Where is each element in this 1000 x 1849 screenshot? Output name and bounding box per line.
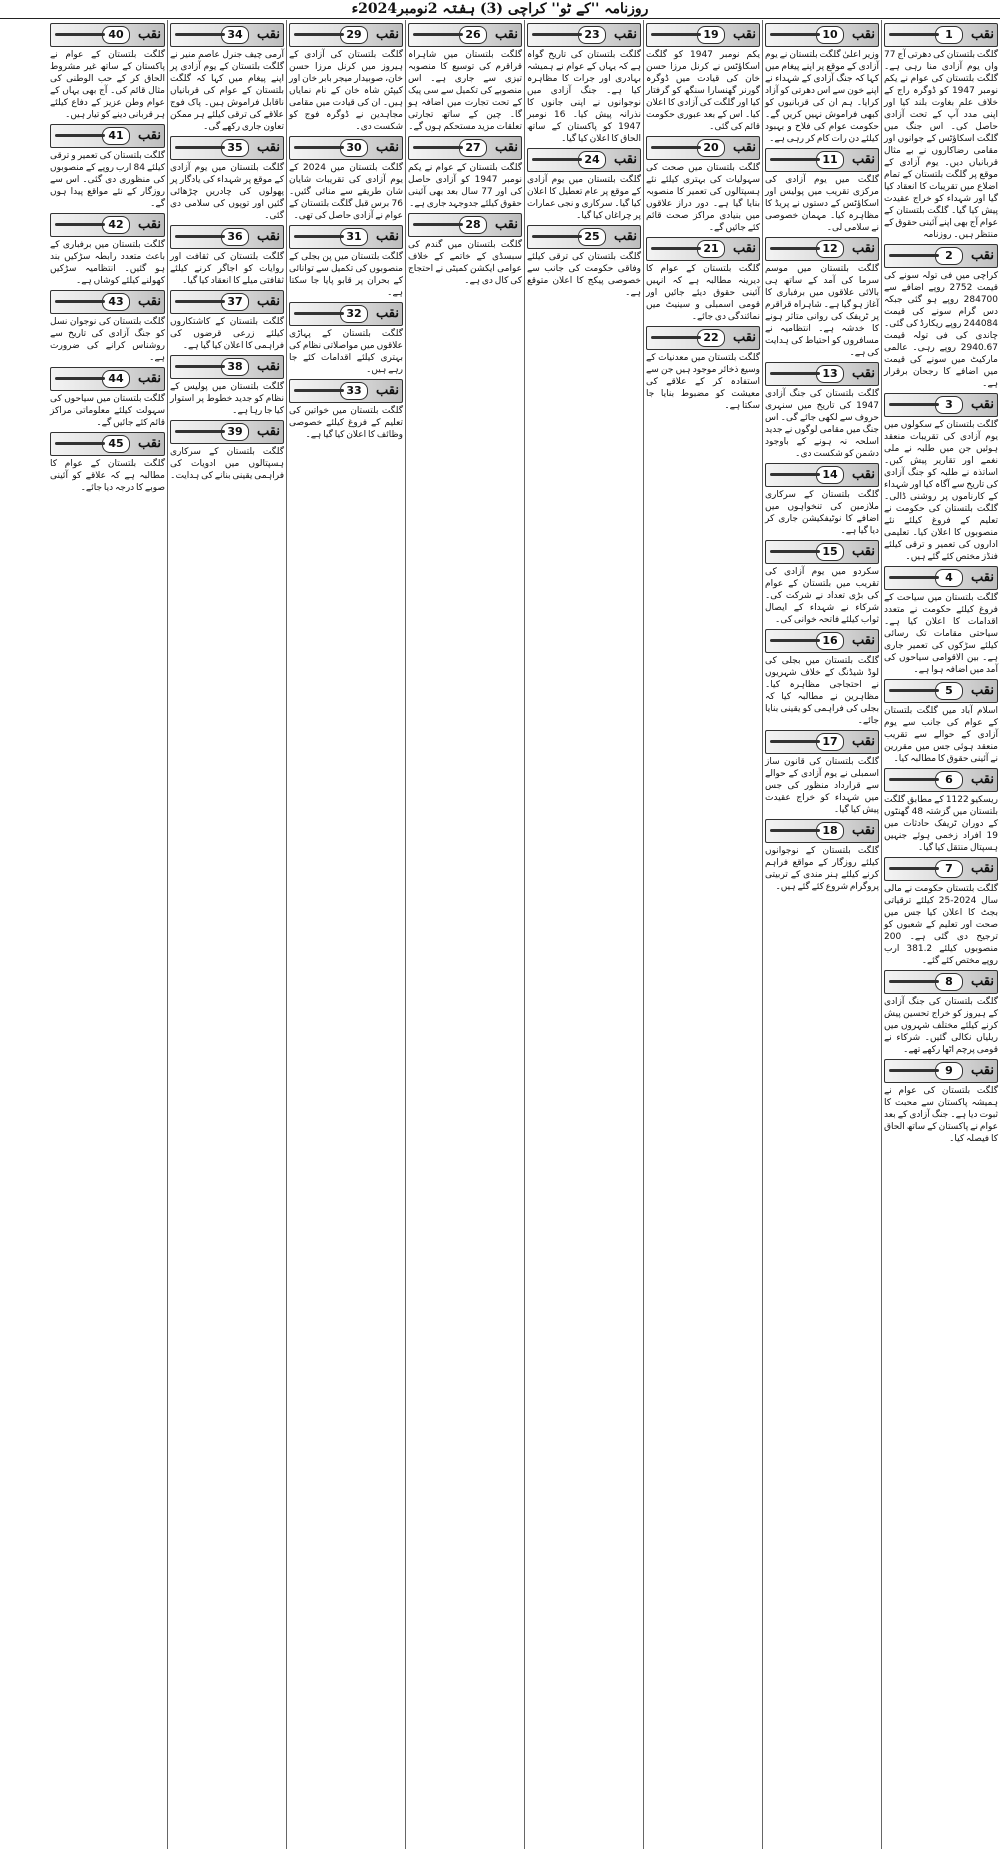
item-number-badge: 21: [697, 240, 725, 258]
banner-word: نقب: [971, 248, 994, 263]
item-text: گلگت بلتستان میں معدنیات کے وسیع ذخائر موجود ہیں جن سے استفادہ کر کے علاقے کی معیشت کو مضبوط بنایا جا سکتا ہے۔: [646, 353, 760, 411]
banner-word: نقب: [852, 734, 875, 749]
item-text: گلگت بلتستان میں بجلی کی لوڈ شیڈنگ کے خلاف شہریوں نے احتجاجی مظاہرہ کیا۔ مظاہرین نے مطالبہ کیا کہ بجلی کی فراہمی کو یقینی بنایا جائے۔: [765, 656, 879, 726]
banner-word: نقب: [852, 544, 875, 559]
banner-swoosh-icon: [770, 33, 820, 36]
item-number-badge: 18: [816, 822, 844, 840]
item-text: یکم نومبر 1947 کو گلگت اسکاؤٹس نے کرنل مرزا حسن خان کی قیادت میں ڈوگرہ گورنر گھنسارا سنگھ کو گرفتار کیا اور گلگت کی آزادی کا اعلان کیا۔ اس کے بعد عبوری حکومت قائم کی گئی۔: [646, 50, 761, 132]
banner-swoosh-icon: [651, 336, 701, 339]
item-number-badge: 24: [578, 151, 606, 169]
news-item: [884, 768, 998, 854]
item-text: گلگت بلتستان میں سیاحوں کی سہولت کیلئے معلوماتی مراکز قائم کئے جائیں گے۔: [50, 394, 165, 428]
banner-swoosh-icon: [55, 300, 105, 303]
item-text: گلگت بلتستان میں خواتین کی تعلیم کے فروغ کیلئے خصوصی وظائف کا اعلان کیا گیا ہے۔: [289, 406, 403, 440]
item-banner: [527, 148, 641, 172]
banner-swoosh-icon: [413, 223, 463, 226]
banner-swoosh-icon: [175, 365, 225, 368]
news-item: [646, 23, 760, 133]
item-banner: [884, 970, 998, 994]
item-text: گلگت بلتستان کی قانون ساز اسمبلی نے یوم آزادی کے حوالے سے قرارداد منظور کی جس میں شہداء کو خراج عقیدت پیش کیا گیا۔: [765, 757, 879, 815]
item-text: گلگت بلتستان کی جنگ آزادی 1947 کی تاریخ میں سنہری حروف سے لکھی جائے گی۔ اس جنگ میں مقامی لوگوں نے جدید اسلحہ نہ ہونے کے باوجود دشمن کو شکست دی۔: [765, 389, 879, 459]
item-text: گلگت بلتستان کے عوام نے پاکستان کے ساتھ غیر مشروط الحاق کر کے حب الوطنی کی مثال قائم کی۔ آج بھی یہاں کے عوام وطن عزیز کے دفاع کیلئے ہر قربانی دینے کو تیار ہیں۔: [50, 50, 165, 120]
banner-word: نقب: [852, 27, 875, 42]
item-number-badge: 23: [578, 26, 606, 44]
banner-swoosh-icon: [889, 689, 939, 692]
banner-word: نقب: [971, 974, 994, 989]
item-banner: [408, 136, 522, 160]
news-item: [50, 432, 165, 494]
banner-swoosh-icon: [770, 158, 820, 161]
news-item: [170, 290, 284, 352]
banner-swoosh-icon: [175, 235, 225, 238]
item-text: گلگت بلتستان کی دھرتی آج 77 واں یوم آزادی منا رہی ہے۔ گلگت بلتستان کی عوام نے یکم نومبر 1947 کو ڈوگرہ راج کے خلاف علم بغاوت بلند کیا اور اپنی مدد آپ کے تحت آزادی حاصل کی۔ اس جنگ میں گلگت اسکاؤٹس کے جوانوں اور مقامی رضاکاروں نے بے مثال قربانیاں دیں۔ یوم آزادی کے موقع پر گلگت بلتستان کے تمام اضلاع میں تقریبات کا انعقاد کیا گیا اور شہداء کو خراج عقیدت پیش کیا گیا۔ گلگت بلتستان کے عوام آج بھی اپنے آئینی حقوق کے منتظر ہیں۔ روزنامہ: [884, 50, 998, 240]
item-number-badge: 43: [102, 293, 130, 311]
item-banner: [765, 362, 879, 386]
item-text: سکردو میں یوم آزادی کی تقریب میں بلتستان کے عوام کی بڑی تعداد نے شرکت کی۔ شرکاء نے شہداء کے ایصال ثواب کیلئے فاتحہ خوانی کی۔: [765, 567, 879, 625]
item-number-badge: 4: [935, 569, 963, 587]
banner-word: نقب: [971, 1063, 994, 1078]
item-text: گلگت بلتستان کے کاشتکاروں کیلئے زرعی قرضوں کی فراہمی کا اعلان کیا گیا ہے۔: [170, 317, 284, 351]
banner-word: نقب: [852, 241, 875, 256]
banner-word: نقب: [733, 241, 756, 256]
banner-word: نقب: [971, 683, 994, 698]
item-number-badge: 41: [102, 127, 130, 145]
item-number-badge: 6: [935, 771, 963, 789]
item-text: گلگت بلتستان کے پہاڑی علاقوں میں مواصلاتی نظام کی بہتری کیلئے اقدامات کئے جا رہے ہیں۔: [289, 329, 403, 375]
item-banner: [765, 540, 879, 564]
item-number-badge: 38: [221, 358, 249, 376]
item-number-badge: 9: [935, 1062, 963, 1080]
news-item: [765, 629, 879, 727]
banner-word: نقب: [852, 152, 875, 167]
banner-word: نقب: [733, 330, 756, 345]
item-number-badge: 10: [816, 26, 844, 44]
banner-swoosh-icon: [294, 312, 344, 315]
banner-word: نقب: [138, 217, 161, 232]
news-item: [170, 136, 284, 222]
item-banner: [408, 213, 522, 237]
item-banner: [289, 379, 403, 403]
banner-swoosh-icon: [651, 146, 701, 149]
news-item: [765, 463, 879, 537]
banner-swoosh-icon: [532, 235, 582, 238]
news-column: [643, 20, 762, 1849]
news-item: [765, 23, 879, 145]
item-banner: [170, 290, 284, 314]
banner-swoosh-icon: [889, 254, 939, 257]
item-text: گلگت بلتستان میں پولیس کے نظام کو جدید خطوط پر استوار کیا جا رہا ہے۔: [170, 382, 284, 416]
banner-word: نقب: [971, 397, 994, 412]
item-text: گلگت بلتستان کی تعمیر و ترقی کیلئے 84 ارب روپے کے منصوبوں کی منظوری دی گئی۔ اس سے روزگار کے نئے مواقع پیدا ہوں گے۔: [50, 151, 165, 209]
item-text: گلگت بلتستان میں 2024 کے یوم آزادی کی تقریبات شایان شان طریقے سے منائی گئیں۔ 76 برس قبل گلگت بلتستان کے عوام نے آزادی حاصل کی تھی۔: [289, 163, 404, 221]
item-text: گلگت میں یوم آزادی کی مرکزی تقریب میں پولیس اور اسکاؤٹس کے دستوں نے پریڈ کا مظاہرہ کیا۔ مہمان خصوصی نے سلامی لی۔: [765, 175, 879, 233]
banner-word: نقب: [376, 306, 399, 321]
news-item: [50, 213, 165, 287]
banner-word: نقب: [138, 294, 161, 309]
news-item: [408, 23, 522, 133]
item-banner: [50, 432, 165, 456]
item-text: گلگت بلتستان کے عوام کا مطالبہ ہے کہ علاقے کو آئینی صوبے کا درجہ دیا جائے۔: [50, 459, 165, 493]
news-item: [289, 225, 403, 299]
banner-swoosh-icon: [770, 473, 820, 476]
item-number-badge: 12: [816, 240, 844, 258]
news-item: [646, 237, 760, 323]
news-item: [170, 355, 284, 417]
banner-word: نقب: [495, 27, 518, 42]
item-number-badge: 39: [221, 423, 249, 441]
item-banner: [765, 463, 879, 487]
item-banner: [50, 213, 165, 237]
item-text: گلگت بلتستان کے سرکاری ہسپتالوں میں ادویات کی فراہمی یقینی بنانے کی ہدایت۔: [170, 447, 284, 481]
item-banner: [765, 819, 879, 843]
banner-swoosh-icon: [55, 134, 105, 137]
banner-swoosh-icon: [889, 778, 939, 781]
banner-word: نقب: [138, 436, 161, 451]
news-item: [527, 225, 641, 299]
item-banner: [884, 244, 998, 268]
banner-swoosh-icon: [55, 377, 105, 380]
item-number-badge: 35: [221, 139, 249, 157]
banner-word: نقب: [971, 27, 994, 42]
news-item: [289, 23, 403, 133]
item-text: گلگت بلتستان کی آزادی کے ہیروز میں کرنل مرزا حسن خان، صوبیدار میجر بابر خان اور کیپٹن شاہ خان کے نام نمایاں ہیں۔ ان کی قیادت میں مقامی مجاہدین نے ڈوگرہ فوج کو شکست دی۔: [289, 50, 403, 132]
item-number-badge: 16: [816, 632, 844, 650]
banner-swoosh-icon: [55, 442, 105, 445]
item-banner: [170, 225, 284, 249]
item-text: گلگت بلتستان کی جنگ آزادی کے ہیروز کو خراج تحسین پیش کرنے کیلئے مختلف شہروں میں ریلیاں نکالی گئیں۔ شرکاء نے قومی پرچم اٹھا رکھے تھے۔: [884, 997, 998, 1055]
item-number-badge: 25: [578, 228, 606, 246]
banner-word: نقب: [733, 140, 756, 155]
banner-word: نقب: [257, 27, 280, 42]
banner-word: نقب: [257, 424, 280, 439]
banner-swoosh-icon: [889, 1069, 939, 1072]
item-text: گلگت بلتستان کی نوجوان نسل کو جنگ آزادی کی تاریخ سے روشناس کرانے کی ضرورت ہے۔: [50, 317, 165, 363]
item-banner: [50, 23, 165, 47]
item-text: گلگت بلتستان حکومت نے مالی سال 2024-25 کیلئے ترقیاتی بجٹ کا اعلان کیا جس میں صحت اور تعلیم کے شعبوں کو ترجیح دی گئی ہے۔ 200 منصوبوں کیلئے 381.2 ارب روپے مختص کئے گئے۔: [884, 884, 998, 966]
item-number-badge: 27: [459, 139, 487, 157]
item-text: کراچی میں فی تولہ سونے کی قیمت 2752 روپے اضافے سے 284700 روپے ہو گئی جبکہ دس گرام سونے کی قیمت 244084 روپے ریکارڈ کی گئی۔ چاندی کی فی تولہ قیمت 2940.67 روپے رہی۔ عالمی مارکیٹ میں سونے کی قیمت میں اضافے کا رجحان برقرار ہے۔: [884, 271, 999, 389]
item-text: گلگت بلتستان کی ثقافت اور روایات کو اجاگر کرنے کیلئے ثقافتی میلے کا انعقاد کیا گیا۔: [170, 252, 284, 286]
news-item: [527, 148, 641, 222]
item-number-badge: 33: [340, 382, 368, 400]
banner-swoosh-icon: [770, 550, 820, 553]
banner-swoosh-icon: [889, 403, 939, 406]
item-banner: [646, 23, 760, 47]
item-number-badge: 30: [340, 139, 368, 157]
news-item: [884, 679, 998, 765]
item-banner: [884, 393, 998, 417]
news-item: [765, 819, 879, 893]
banner-swoosh-icon: [532, 158, 582, 161]
banner-swoosh-icon: [175, 146, 225, 149]
banner-swoosh-icon: [55, 33, 105, 36]
item-banner: [289, 23, 403, 47]
news-item: [765, 362, 879, 460]
item-text: گلگت بلتستان کے عوام کا دیرینہ مطالبہ ہے کہ انہیں آئینی حقوق دیئے جائیں اور قومی اسمبلی و سینیٹ میں نمائندگی دی جائے۔: [646, 264, 760, 322]
banner-word: نقب: [852, 366, 875, 381]
item-text: گلگت بلتستان کی عوام نے ہمیشہ پاکستان سے محبت کا ثبوت دیا ہے۔ جنگ آزادی کے بعد عوام نے پاکستان کے ساتھ الحاق کا فیصلہ کیا۔: [884, 1086, 998, 1144]
banner-word: نقب: [852, 467, 875, 482]
item-banner: [527, 225, 641, 249]
banner-swoosh-icon: [294, 33, 344, 36]
item-banner: [170, 136, 284, 160]
item-number-badge: 40: [102, 26, 130, 44]
item-number-badge: 15: [816, 543, 844, 561]
news-item: [408, 136, 522, 210]
banner-swoosh-icon: [770, 829, 820, 832]
item-number-badge: 19: [697, 26, 725, 44]
item-number-badge: 26: [459, 26, 487, 44]
banner-swoosh-icon: [294, 146, 344, 149]
banner-swoosh-icon: [294, 389, 344, 392]
banner-word: نقب: [376, 229, 399, 244]
news-column: [524, 20, 643, 1849]
banner-swoosh-icon: [55, 223, 105, 226]
banner-word: نقب: [971, 772, 994, 787]
item-banner: [50, 367, 165, 391]
news-item: [884, 566, 998, 676]
item-number-badge: 36: [221, 228, 249, 246]
item-banner: [765, 23, 879, 47]
news-item: [50, 23, 165, 121]
banner-swoosh-icon: [532, 33, 582, 36]
news-item: [289, 379, 403, 441]
item-banner: [884, 857, 998, 881]
banner-word: نقب: [971, 570, 994, 585]
banner-swoosh-icon: [770, 740, 820, 743]
banner-word: نقب: [257, 294, 280, 309]
news-item: [170, 420, 284, 482]
masthead: روزنامہ ''کے ٹو'' کراچی (3) ہفتہ 2نومبر2024ء: [0, 0, 1000, 19]
banner-swoosh-icon: [651, 247, 701, 250]
banner-word: نقب: [138, 371, 161, 386]
banner-word: نقب: [138, 27, 161, 42]
item-text: گلگت بلتستان میں برفباری کے باعث متعدد رابطہ سڑکیں بند ہو گئیں۔ انتظامیہ سڑکیں کھولنے کیلئے کوشاں ہے۔: [50, 240, 165, 286]
item-number-badge: 37: [221, 293, 249, 311]
item-number-badge: 2: [935, 247, 963, 265]
banner-word: نقب: [376, 27, 399, 42]
news-column: [405, 20, 524, 1849]
item-text: گلگت بلتستان میں موسم سرما کی آمد کے ساتھ ہی بالائی علاقوں میں برفباری کا آغاز ہو گیا ہے۔ شاہراہ قراقرم پر ٹریفک کی روانی متاثر ہونے کا خدشہ ہے۔ انتظامیہ نے مسافروں کو احتیاط کی ہدایت کی ہے۔: [765, 264, 879, 358]
banner-word: نقب: [971, 861, 994, 876]
item-text: گلگت بلتستان کی ترقی کیلئے وفاقی حکومت کی جانب سے خصوصی پیکج کا اعلان متوقع ہے۔: [527, 252, 641, 298]
item-text: گلگت بلتستان کے سرکاری ملازمین کی تنخواہوں میں اضافے کا نوٹیفکیشن جاری کر دیا گیا ہے۔: [765, 490, 879, 536]
item-text: گلگت بلتستان میں صحت کی سہولیات کی بہتری کیلئے نئے ہسپتالوں کی تعمیر کا منصوبہ بنایا گیا ہے۔ دور دراز علاقوں میں بنیادی مراکز صحت قائم کئے جائیں گے۔: [646, 163, 760, 233]
news-item: [765, 540, 879, 626]
item-number-badge: 1: [935, 26, 963, 44]
banner-swoosh-icon: [770, 372, 820, 375]
news-item: [646, 136, 760, 234]
item-number-badge: 13: [816, 365, 844, 383]
banner-word: نقب: [852, 823, 875, 838]
item-text: گلگت بلتستان میں یوم آزادی کے موقع پر عام تعطیل کا اعلان کیا گیا۔ سرکاری و نجی عمارات پر چراغاں کیا گیا۔: [527, 175, 641, 221]
item-text: گلگت بلتستان کے عوام نے یکم نومبر 1947 کو آزادی حاصل کی اور 77 سال بعد بھی آئینی حقوق کیلئے جدوجہد جاری ہے۔: [408, 163, 522, 209]
item-text: گلگت بلتستان میں شاہراہ قراقرم کی توسیع کا منصوبہ تیزی سے جاری ہے۔ اس منصوبے کی تکمیل سے سی پیک کے تحت تجارت میں اضافہ ہو گا۔ چین کے ساتھ تجارتی تعلقات مزید مستحکم ہوں گے۔: [408, 50, 522, 132]
banner-word: نقب: [852, 633, 875, 648]
banner-word: نقب: [733, 27, 756, 42]
banner-word: نقب: [495, 140, 518, 155]
news-item: [50, 367, 165, 429]
banner-word: نقب: [376, 140, 399, 155]
item-banner: [408, 23, 522, 47]
banner-swoosh-icon: [889, 867, 939, 870]
item-number-badge: 34: [221, 26, 249, 44]
news-item: [884, 857, 998, 967]
news-item: [289, 136, 403, 222]
banner-word: نقب: [614, 152, 637, 167]
banner-word: نقب: [495, 217, 518, 232]
item-text: آرمی چیف جنرل عاصم منیر نے گلگت بلتستان کے یوم آزادی پر اپنے پیغام میں کہا کہ گلگت بلتستان کے عوام کی قربانیاں ناقابل فراموش ہیں۔ پاک فوج علاقے کی ترقی کیلئے ہر ممکن تعاون جاری رکھے گی۔: [170, 50, 284, 132]
item-number-badge: 14: [816, 466, 844, 484]
banner-swoosh-icon: [413, 146, 463, 149]
news-item: [765, 730, 879, 816]
news-item: [884, 970, 998, 1056]
item-text: گلگت بلتستان کے سکولوں میں یوم آزادی کی تقریبات منعقد ہوئیں جن میں طلبہ نے ملی نغمے اور تقاریر پیش کیں۔ اساتذہ نے طلبہ کو جنگ آزادی کی تاریخ سے آگاہ کیا اور شہداء کے کارناموں پر روشنی ڈالی۔ گلگت بلتستان کی حکومت نے تعلیم کے فروغ کیلئے نئے منصوبوں کا اعلان کیا۔ تعلیمی اداروں کی تعمیر و ترقی کیلئے فنڈز مختص کئے گئے ہیں۔: [884, 420, 998, 562]
news-item: [884, 23, 998, 241]
item-number-badge: 17: [816, 733, 844, 751]
news-item: [884, 1059, 998, 1145]
item-banner: [765, 148, 879, 172]
item-text: گلگت بلتستان میں سیاحت کے فروغ کیلئے حکومت نے متعدد اقدامات کا اعلان کیا ہے۔ سیاحتی مقامات تک رسائی کیلئے سڑکوں کی تعمیر جاری ہے۔ بین الاقوامی سیاحوں کی آمد میں اضافہ ہوا ہے۔: [884, 593, 998, 675]
item-banner: [170, 23, 284, 47]
banner-swoosh-icon: [175, 430, 225, 433]
item-number-badge: 7: [935, 860, 963, 878]
item-banner: [289, 225, 403, 249]
news-item: [50, 124, 165, 210]
banner-swoosh-icon: [770, 247, 820, 250]
item-text: گلگت بلتستان میں پن بجلی کے منصوبوں کی تکمیل سے توانائی کے بحران پر قابو پایا جا سکتا ہے۔: [289, 252, 403, 298]
item-number-badge: 29: [340, 26, 368, 44]
news-item: [765, 237, 879, 359]
banner-word: نقب: [138, 128, 161, 143]
banner-swoosh-icon: [413, 33, 463, 36]
banner-swoosh-icon: [294, 235, 344, 238]
item-banner: [884, 1059, 998, 1083]
item-text: اسلام آباد میں گلگت بلتستان کے عوام کی جانب سے یوم آزادی کے حوالے سے تقریب منعقد ہوئی جس میں مقررین نے آئینی حقوق کا مطالبہ کیا۔: [884, 706, 998, 764]
item-number-badge: 3: [935, 396, 963, 414]
news-item: [646, 326, 760, 412]
news-column: [48, 20, 167, 1849]
item-banner: [50, 124, 165, 148]
item-number-badge: 44: [102, 370, 130, 388]
item-banner: [289, 302, 403, 326]
news-item: [765, 148, 879, 234]
item-banner: [646, 326, 760, 350]
news-item: [289, 302, 403, 376]
news-column: [762, 20, 881, 1849]
banner-word: نقب: [257, 140, 280, 155]
banner-swoosh-icon: [770, 639, 820, 642]
item-banner: [170, 355, 284, 379]
item-text: گلگت بلتستان میں گندم کی سبسڈی کے خاتمے کے خلاف عوامی ایکشن کمیٹی نے احتجاج کی کال دی ہے۔: [408, 240, 522, 286]
banner-word: نقب: [257, 359, 280, 374]
item-banner: [884, 23, 998, 47]
item-banner: [646, 237, 760, 261]
news-columns: [0, 20, 1000, 1849]
banner-word: نقب: [376, 383, 399, 398]
banner-swoosh-icon: [651, 33, 701, 36]
item-number-badge: 45: [102, 435, 130, 453]
news-item: [884, 393, 998, 563]
item-banner: [170, 420, 284, 444]
news-item: [170, 23, 284, 133]
item-banner: [884, 566, 998, 590]
item-text: گلگت بلتستان کی تاریخ گواہ ہے کہ یہاں کے عوام نے ہمیشہ بہادری اور جرات کا مظاہرہ کیا ہے۔ جنگ آزادی میں نوجوانوں نے اپنی جانوں کا نذرانہ پیش کیا۔ 16 نومبر 1947 کو پاکستان کے ساتھ الحاق کا اعلان کیا گیا۔: [527, 50, 641, 144]
item-banner: [646, 136, 760, 160]
item-banner: [884, 768, 998, 792]
item-banner: [765, 237, 879, 261]
banner-swoosh-icon: [889, 576, 939, 579]
item-text: ریسکیو 1122 کے مطابق گلگت بلتستان میں گزشتہ 48 گھنٹوں کے دوران ٹریفک حادثات میں 19 افراد زخمی ہوئے جنہیں ہسپتال منتقل کیا گیا۔: [884, 795, 999, 853]
news-column: [881, 20, 1000, 1849]
item-number-badge: 32: [340, 305, 368, 323]
item-number-badge: 31: [340, 228, 368, 246]
banner-word: نقب: [614, 229, 637, 244]
item-number-badge: 22: [697, 329, 725, 347]
banner-word: نقب: [257, 229, 280, 244]
item-banner: [289, 136, 403, 160]
news-item: [884, 244, 998, 390]
item-number-badge: 42: [102, 216, 130, 234]
item-banner: [765, 629, 879, 653]
item-text: گلگت بلتستان میں یوم آزادی کے موقع پر شہداء کی یادگار پر پھولوں کی چادریں چڑھائی گئیں اور توپوں کی سلامی دی گئی۔: [170, 163, 284, 221]
news-item: [50, 290, 165, 364]
item-banner: [765, 730, 879, 754]
item-banner: [50, 290, 165, 314]
item-number-badge: 11: [816, 151, 844, 169]
news-column: [286, 20, 405, 1849]
banner-swoosh-icon: [175, 33, 225, 36]
banner-swoosh-icon: [889, 980, 939, 983]
news-item: [170, 225, 284, 287]
item-text: وزیر اعلیٰ گلگت بلتستان نے یوم آزادی کے موقع پر اپنے پیغام میں کہا کہ جنگ آزادی کے شہداء نے اپنے خون سے اس دھرتی کو آزاد کرایا۔ ہم ان کی قربانیوں کو کبھی فراموش نہیں کریں گے۔ حکومت عوام کی فلاح و بہبود کیلئے دن رات کام کر رہی ہے۔: [765, 50, 879, 144]
banner-word: نقب: [614, 27, 637, 42]
news-item: [527, 23, 641, 145]
banner-swoosh-icon: [175, 300, 225, 303]
item-number-badge: 5: [935, 682, 963, 700]
news-column: [167, 20, 286, 1849]
item-banner: [527, 23, 641, 47]
item-number-badge: 8: [935, 973, 963, 991]
item-number-badge: 20: [697, 139, 725, 157]
banner-swoosh-icon: [889, 33, 939, 36]
news-item: [408, 213, 522, 287]
item-text: گلگت بلتستان کے نوجوانوں کیلئے روزگار کے مواقع فراہم کرنے کیلئے ہنر مندی کے تربیتی پروگرام شروع کئے گئے ہیں۔: [765, 846, 879, 892]
item-number-badge: 28: [459, 216, 487, 234]
item-banner: [884, 679, 998, 703]
